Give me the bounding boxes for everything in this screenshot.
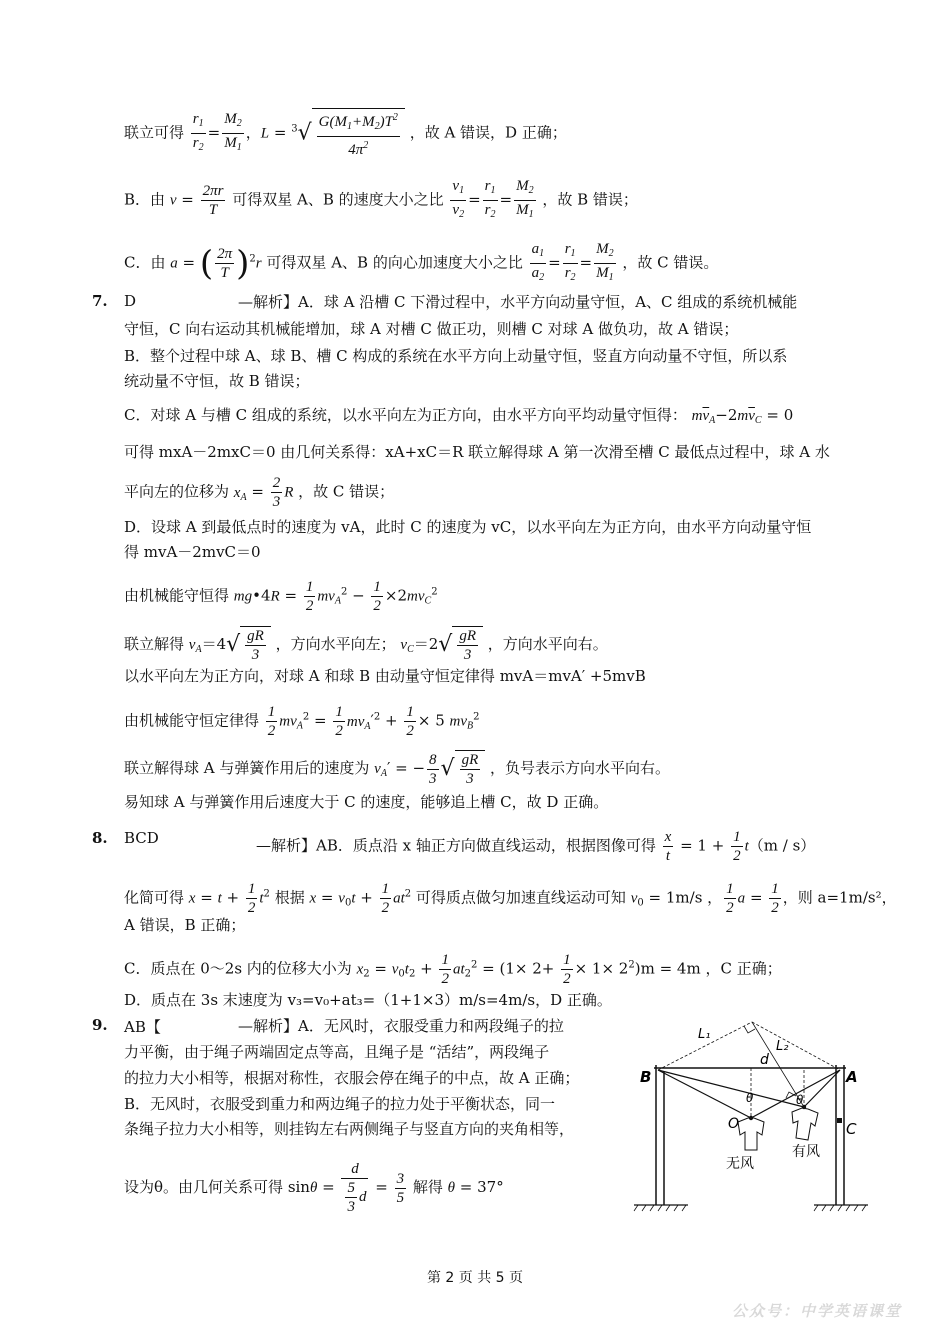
q7-line-2: 守恒，C 向右运动其机械能增加，球 A 对槽 C 做正功，则槽 C 对球 A 做负功，故 A 错误； [124, 320, 739, 338]
q7-line-4: 统动量不守恒，故 B 错误； [124, 372, 310, 390]
q7-line-13: 由机械能守恒定律得 $\frac{1}{2}$ $mv_A^2$ = $\frac{1}{2}$ $mv_A'^2$ + $\frac{1}{2}$ × 5 $mv_B^2$ [124, 704, 480, 739]
q7-line-14: 联立解得球 A 与弹簧作用后的速度为 $v_A'$ = − $\frac{8}{3}$ √ $\frac{gR}{3}$ ，负号表示方向水平向右。 [124, 751, 671, 787]
q7-line-3: B．整个过程中球 A、球 B、槽 C 构成的系统在水平方向上动量守恒，竖直方向动量不守恒，所以系 [124, 347, 788, 365]
q7-line-10: 由机械能守恒得 mg•4R = $\frac{1}{2}$ $mv_A^2$ − $\frac{1}{2}$ $\times 2mv_C^2$ [124, 579, 438, 614]
fig-label-l2: L₂ [776, 1039, 789, 1054]
fig-label-l1: L₁ [698, 1027, 711, 1042]
q8-line-2: 化简可得 x = t + $\frac{1}{2}$ $t^2$ 根据 $x = v_0t$ + $\frac{1}{2}$ $at^2$ 可得质点做匀加速直线运动可知 $v_0 = 1m/s$ ， $\frac{1}{2}$ a = $\frac{1}{2}$ ，则 a=1m/s²， [124, 881, 897, 916]
q7-line-15: 易知球 A 与弹簧作用后速度大于 C 的速度，能够追上槽 C，故 D 正确。 [124, 793, 609, 811]
q8-line-5: D．质点在 3s 末速度为 v₃=v₀+at₃=（1+1×3）m/s=4m/s，D 正确。 [124, 991, 612, 1009]
fig-label-theta-2: θ [796, 1093, 804, 1107]
q9-answer: AB【 [124, 1018, 161, 1036]
q7-line-1: —解析】A．球 A 沿槽 C 下滑过程中，水平方向动量守恒，A、C 组成的系统机械能 [238, 293, 798, 311]
q9-figure [626, 1010, 876, 1220]
q7-answer: D [124, 292, 137, 310]
q9-line-5: 条绳子拉力大小相等，则挂钩左右两侧绳子与竖直方向的夹角相等， [124, 1120, 575, 1138]
fig-label-b: B [640, 1068, 652, 1086]
fig-caption-right: 有风 [792, 1144, 820, 1160]
q8-answer: BCD [124, 829, 159, 847]
q7-line-11: 联立解得 $v_A=4√$ $\frac{gR}{3}$ ，方向水平向左； $v_C=2√$ $\frac{gR}{3}$ ，方向水平向右。 [124, 628, 608, 663]
q9-line-3: 的拉力大小相等，根据对称性，衣服会停在绳子的中点，故 A 正确； [124, 1069, 580, 1087]
q8-line-1: —解析】AB．质点沿 x 轴正方向做直线运动，根据图像可得 $\frac{x}{t}$ = 1 + $\frac{1}{2}$ t（m / s） [256, 829, 816, 864]
q7-line-9: 得 mvA－2mvC＝0 [124, 543, 261, 561]
fig-label-theta-1: θ [746, 1091, 754, 1105]
q6-line-c: C．由 a = ( $\frac{2\pi}{T}$ )$^2$r 可得双星 A、B 的向心加速度大小之比 $\frac{a_1}{a_2}$ = $\frac{r_1}{r_2}$ = $\frac{M_2}{M_1}$ ，故 C 错误。 [124, 240, 718, 287]
q6-line-b: B．由 v = $\frac{2\pi r}{T}$ 可得双星 A、B 的速度大小之比 $\frac{v_1}{v_2}$ = $\frac{r_1}{r_2}$ = $\frac{M_2}{M_1}$ ，故 B 错误； [124, 177, 638, 224]
fig-label-d: d [760, 1052, 769, 1068]
page-footer: 第 2 页 共 5 页 [426, 1270, 524, 1286]
q7-line-5: C．对球 A 与槽 C 组成的系统，以水平向左为正方向，由水平方向平均动量守恒得： $m\overline{v}_A-2m\overline{v}_C = 0$ [124, 406, 794, 426]
q8-line-4: C．质点在 0～2s 内的位移大小为 $x_2 = v_0t_2$ + $\frac{1}{2}$ $at_2^2 = (1\times 2+$ $\frac{1}{2}$ × $1\times 2^2)m = 4m$ ，C 正确； [124, 952, 782, 987]
q9-line-6: 设为θ。由几何关系可得 sinθ = d $\frac{5}{3}$ d = $\frac{3}{5}$ 解得 θ = 37° [124, 1161, 504, 1215]
q9-line-4: B．无风时，衣服受到重力和两边绳子的拉力处于平衡状态，同一 [124, 1095, 556, 1113]
q7-line-7: 平向左的位移为 $x_A$ = $\frac{2}{3}$ R ，故 C 错误； [124, 475, 395, 510]
fig-label-a: A [846, 1068, 858, 1086]
fig-label-o: O [728, 1116, 740, 1132]
q7-line-12: 以水平向左为正方向，对球 A 和球 B 由动量守恒定律得 mvA＝mvA′ +5mvB [124, 667, 646, 685]
q7-line-6: 可得 mxA－2mxC＝0 由几何关系得：xA+xC＝R 联立解得球 A 第一次滑至槽 C 最低点过程中，球 A 水 [124, 443, 830, 461]
q7-number: 7. [92, 292, 108, 310]
q8-line-3: A 错误，B 正确； [124, 916, 246, 934]
q9-line-2: 力平衡，由于绳子两端固定点等高，且绳子是 “活结”，两段绳子 [124, 1043, 550, 1061]
q8-number: 8. [92, 829, 108, 847]
q6-line-1: 联立可得 $\frac{r_1}{r_2}$ = $\frac{M_2}{M_1}$ ，L = $^3$√ $\frac{G(M_1+M_2)T^2}{4\pi^2}$ ，故 A 错误，D 正确； [124, 108, 567, 159]
q9-number: 9. [92, 1016, 108, 1034]
fig-caption-left: 无风 [726, 1156, 754, 1172]
watermark: 公众号：中学英语课堂 [731, 1302, 902, 1320]
fig-label-c: C [846, 1120, 857, 1138]
q7-line-8: D．设球 A 到最低点时的速度为 vA，此时 C 的速度为 vC，以水平向左为正方向，由水平方向动量守恒 [124, 518, 812, 536]
q9-line-1: —解析】A．无风时，衣服受重力和两段绳子的拉 [238, 1017, 564, 1035]
